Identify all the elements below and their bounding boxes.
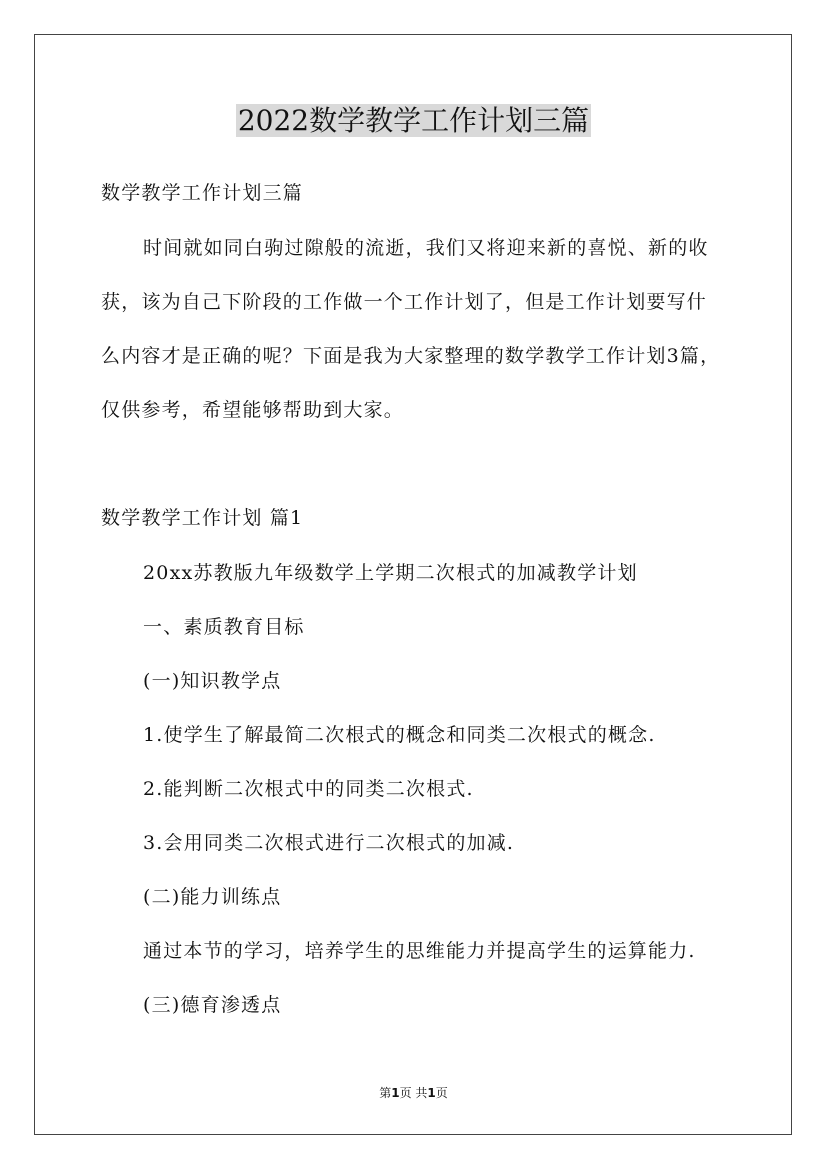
body-line-9: (三)德育渗透点 — [143, 994, 282, 1016]
body-line-3: (一)知识教学点 — [143, 670, 282, 692]
intro-line-1: 时间就如同白驹过隙般的流逝，我们又将迎来新的喜悦、新的收 — [143, 237, 709, 259]
body-line-6: 3.会用同类二次根式进行二次根式的加减. — [143, 832, 515, 854]
footer-mid: 页 共 — [399, 1086, 428, 1100]
intro-line-4: 仅供参考，希望能够帮助到大家。 — [101, 399, 405, 421]
footer-suffix: 页 — [435, 1086, 448, 1100]
intro-line-3: 么内容才是正确的呢？下面是我为大家整理的数学教学工作计划3篇， — [101, 345, 721, 367]
document-title — [0, 103, 827, 139]
body-line-8: 通过本节的学习，培养学生的思维能力并提高学生的运算能力. — [143, 940, 696, 962]
page-number-footer — [0, 1085, 827, 1101]
footer-total-pages: 1 — [427, 1086, 436, 1100]
body-line-2: 一、素质教育目标 — [143, 616, 305, 638]
footer-prefix: 第 — [379, 1086, 392, 1100]
document-title-text: 2022数学教学工作计划三篇 — [237, 104, 590, 137]
body-line-7: (二)能力训练点 — [143, 886, 282, 908]
body-line-4: 1.使学生了解最简二次根式的概念和同类二次根式的概念. — [143, 724, 656, 746]
document-subtitle: 数学教学工作计划三篇 — [101, 182, 304, 204]
intro-line-2: 获，该为自己下阶段的工作做一个工作计划了，但是工作计划要写什 — [101, 291, 708, 313]
body-line-5: 2.能判断二次根式中的同类二次根式. — [143, 778, 474, 800]
body-line-1: 20xx苏教版九年级数学上学期二次根式的加减教学计划 — [143, 562, 638, 584]
section-heading: 数学教学工作计划 篇1 — [101, 507, 304, 529]
footer-current-page: 1 — [391, 1086, 400, 1100]
